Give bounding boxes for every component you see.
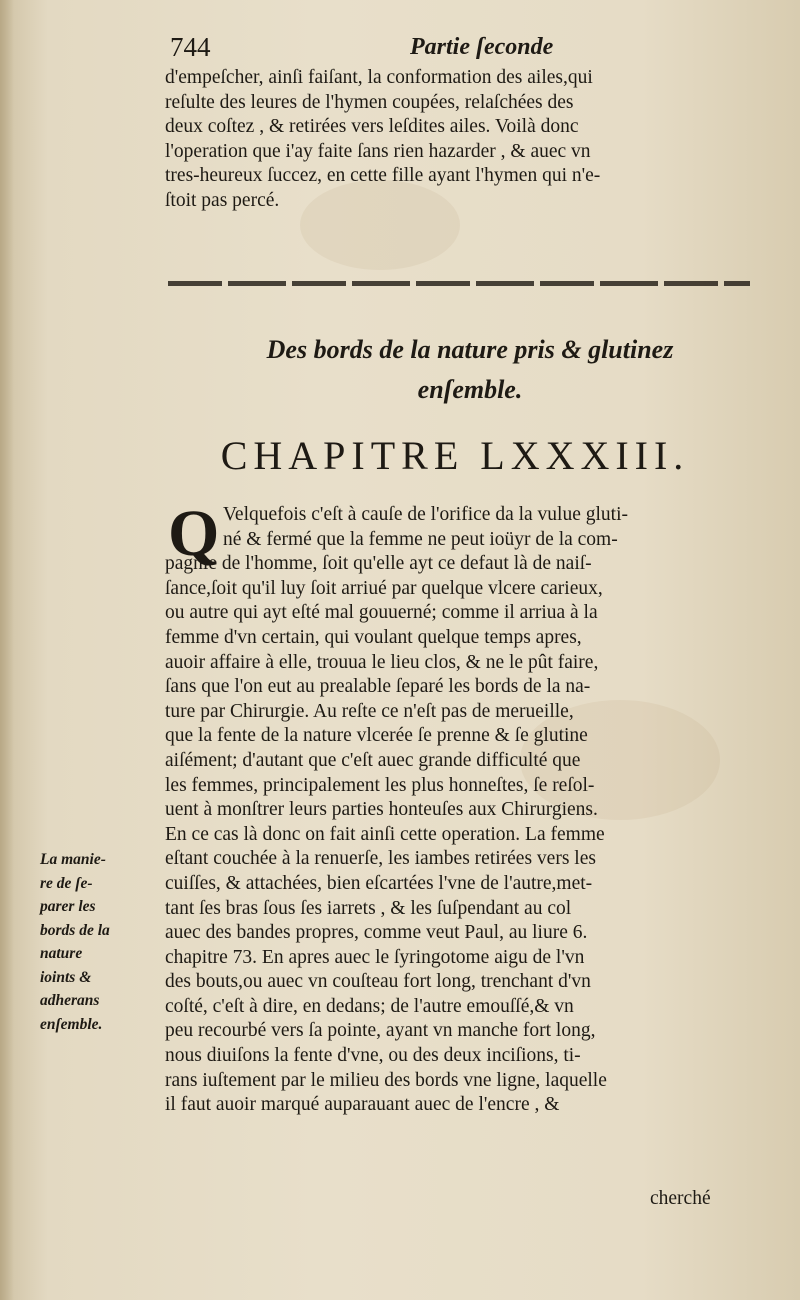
margin-note-line: adherans — [40, 992, 100, 1009]
text-line: chapitre 73. En apres auec le ſyringotome aigu de l'vn — [165, 946, 585, 968]
margin-note-line: La manie- — [40, 851, 106, 868]
text-line: ture par Chirurgie. Au reſte ce n'eſt pas de merueille, — [165, 700, 574, 722]
text-line: Velquefois c'eſt à cauſe de l'orifice da la vulue gluti- — [223, 504, 628, 525]
text-line: coſté, c'eſt à dire, en dedans; de l'autre emouſſé,& vn — [165, 995, 574, 1017]
intro-paragraph — [165, 66, 755, 214]
chapter-body — [165, 497, 755, 1118]
running-head: Partie ſeconde — [410, 34, 554, 60]
text-line: il faut auoir marqué auparauant auec de l'encre , & — [165, 1094, 560, 1116]
margin-note-line: parer les — [40, 898, 96, 915]
text-line: cuiſſes, & attachées, bien eſcartées l'vne de l'autre,met- — [165, 872, 593, 894]
margin-note-line: bords de la — [40, 921, 110, 939]
text-line: ou autre qui ayt eſté mal gouuerné; comme il arriua à la — [165, 602, 598, 624]
page-header — [165, 30, 745, 66]
text-line: auoir affaire à elle, trouua le lieu clos, & ne le pût faire, — [165, 651, 599, 673]
text-line: d'empeſcher, ainſi faiſant, la conformation des ailes,qui — [165, 67, 593, 88]
text-line: peu recourbé vers ſa pointe, ayant vn manche fort long, — [165, 1020, 596, 1042]
text-line: auec des bandes propres, comme veut Paul, au liure 6. — [165, 922, 588, 944]
catchword: cherché — [650, 1188, 711, 1209]
text-line: eſtant couchée à la renuerſe, les iambes retirées vers les — [165, 848, 596, 870]
section-title-line: Des bords de la nature pris & glutinez — [266, 335, 674, 364]
section-title-line: enſemble. — [417, 375, 523, 404]
page-gutter-shadow — [0, 0, 14, 1300]
text-line: rans iuſtement par le milieu des bords vne ligne, laquelle — [165, 1069, 607, 1091]
text-line: ſance,ſoit qu'il luy ſoit arriué par quelque vlcere carieux, — [165, 577, 603, 599]
chapter-heading: CHAPITRE LXXXIII. — [220, 433, 690, 478]
text-line: pagnie de l'homme, ſoit qu'elle ayt ce defaut là de naiſ- — [165, 553, 592, 575]
page-number: 744 — [170, 32, 211, 62]
text-line: des bouts,ou auec vn couſteau fort long, trenchant d'vn — [165, 971, 591, 993]
section-divider-rule — [168, 281, 750, 286]
margin-note-line: re de ſe- — [40, 874, 93, 892]
margin-note-line: nature — [40, 945, 83, 962]
margin-note-line: ioints & — [40, 968, 92, 986]
text-line: tres-heureux ſuccez, en cette fille ayant l'hymen qui n'e- — [165, 165, 601, 187]
margin-note-line: enſemble. — [40, 1015, 103, 1033]
text-line: les femmes, principalement les plus honneſtes, ſe reſol- — [165, 774, 595, 796]
text-line: femme d'vn certain, qui voulant quelque temps apres, — [165, 626, 582, 648]
text-line: ſans que l'on eut au prealable ſeparé les bords de la na- — [165, 676, 591, 698]
margin-note — [40, 848, 158, 1036]
drop-cap: Q — [168, 497, 220, 570]
text-line: uent à monſtrer leurs parties honteuſes aux Chirurgiens. — [165, 799, 598, 821]
text-line: reſulte des leures de l'hymen coupées, relaſchées des — [165, 91, 574, 113]
text-line: deux coſtez , & retirées vers leſdites ailes. Voilà donc — [165, 116, 579, 138]
text-line: nous diuiſons la fente d'vne, ou des deux inciſions, ti- — [165, 1045, 581, 1067]
section-title — [175, 330, 765, 410]
text-line: l'operation que i'ay faite ſans rien hazarder , & auec vn — [165, 140, 591, 162]
text-line: ſtoit pas percé. — [165, 189, 280, 211]
text-line: né & fermé que la femme ne peut ioüyr de la com- — [223, 528, 618, 550]
text-line: tant ſes bras ſous ſes iarrets , & les ſuſpendant au col — [165, 897, 572, 919]
text-line: que la fente de la nature vlcerée ſe prenne & ſe glutine — [165, 725, 588, 747]
text-line: En ce cas là donc on fait ainſi cette operation. La femme — [165, 823, 605, 845]
text-line: aiſément; d'autant que c'eſt auec grande difficulté que — [165, 749, 581, 771]
